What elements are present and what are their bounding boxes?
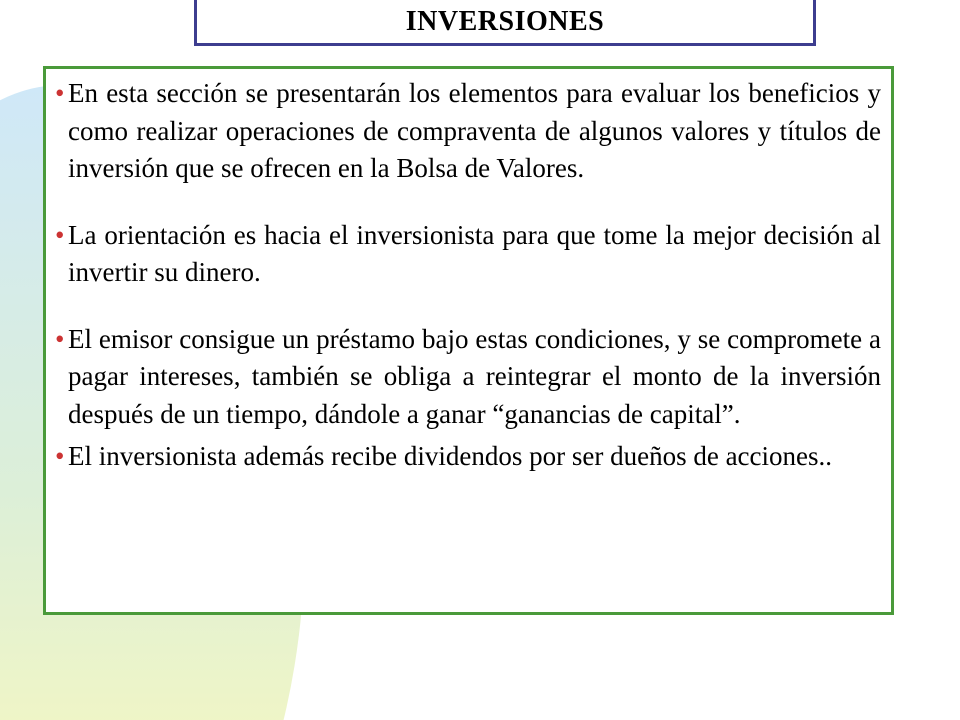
bullet-item-2 [55, 217, 881, 292]
bullet-text: El emisor consigue un préstamo bajo estas condiciones, y se compromete a pagar intereses, también se obliga a reintegrar el monto de la inversión después de un tiempo, dándole a ganar “ganancias de capital”. [68, 323, 881, 429]
page-title: INVERSIONES [405, 5, 605, 37]
bullet-text: La orientación es hacia el inversionista para que tome la mejor decisión al invertir su dinero. [68, 219, 881, 287]
bullet-item-3 [55, 321, 881, 434]
bullet-item-4 [55, 438, 881, 476]
title-box [194, 0, 816, 46]
bullet-icon: • [55, 441, 65, 471]
bullet-icon: • [55, 219, 65, 250]
bullet-icon: • [55, 78, 65, 108]
bullet-text: El inversionista además recibe dividendos por ser dueños de acciones.. [68, 441, 833, 471]
bullet-item-1 [55, 75, 881, 188]
bullet-text: En esta sección se presentarán los elementos para evaluar los beneficios y como realizar operaciones de compraventa de algunos valores y títulos de inversión que se ofrecen en la Bolsa de Valores. [68, 78, 881, 183]
bullet-icon: • [55, 323, 65, 354]
content-box [43, 66, 894, 615]
